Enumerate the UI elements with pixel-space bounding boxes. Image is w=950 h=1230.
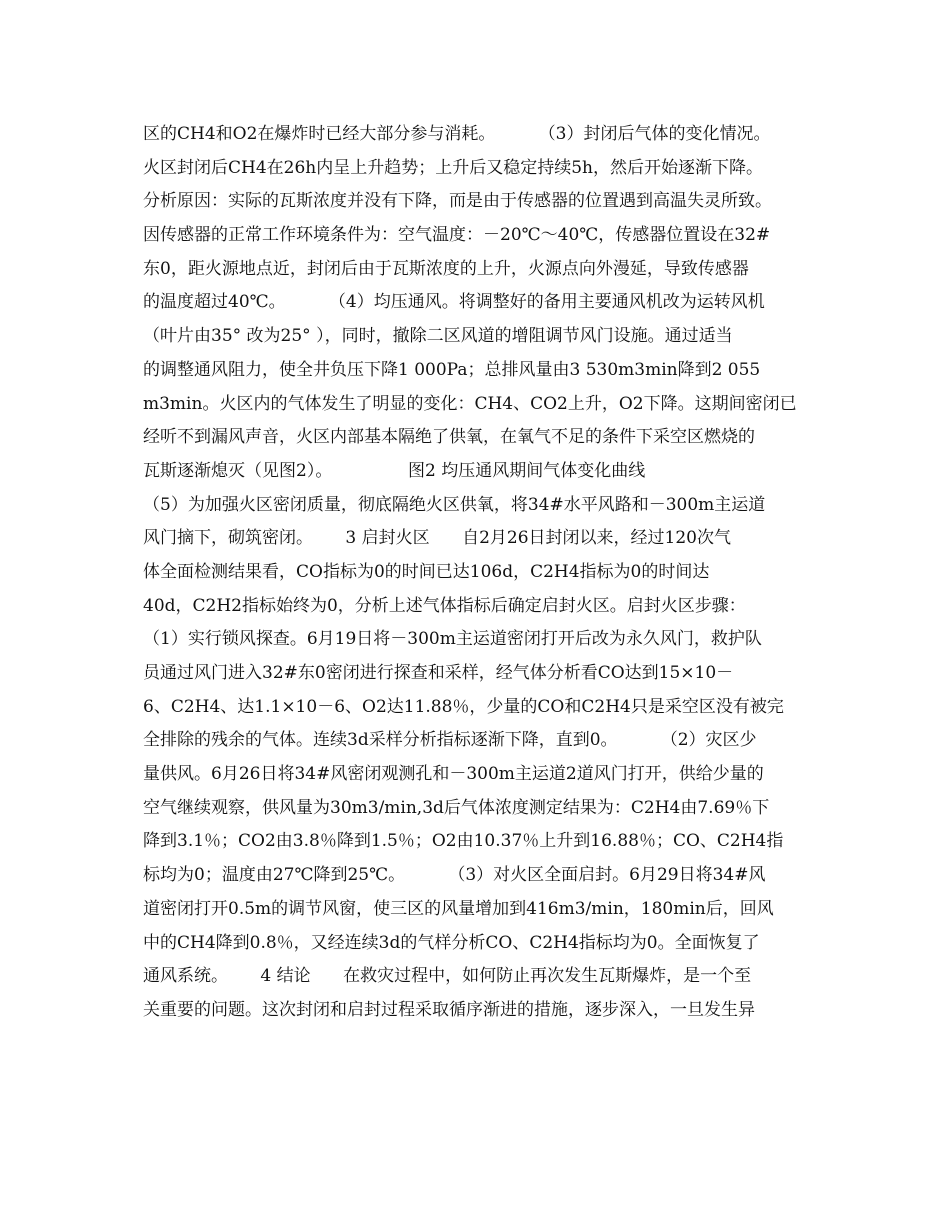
text-line-6: 的温度超过40℃。 （4）均压通风。将调整好的备用主要通风机改为运转风机 bbox=[143, 292, 765, 313]
text-line-17: 员通过风门进入32#东0密闭进行探查和采样，经气体分析看CO达到15×10－ bbox=[143, 663, 734, 683]
text-line-20: 量供风。6月26日将34#风密闭观测孔和－300m主运道2道风门打开，供给少量的 bbox=[143, 764, 764, 785]
text-line-8: 的调整通风阻力，使全井负压下降1 000Pa；总排风量由3 530m3min降到2 055 bbox=[143, 359, 761, 380]
text-line-23: 标均为0；温度由27℃降到25℃。 （3）对火区全面启封。6月29日将34#风 bbox=[143, 865, 766, 886]
text-line-18: 6、C2H4、达1.1×10－6、O2达11.88％，少量的CO和C2H4只是采空区没有被完 bbox=[143, 696, 784, 717]
text-line-19: 全排除的残余的气体。连续3d采样分析指标逐渐下降，直到0。 （2）灾区少 bbox=[143, 730, 757, 751]
text-line-25: 中的CH4降到0.8％，又经连续3d的气样分析CO、C2H4指标均为0。全面恢复了 bbox=[143, 932, 760, 953]
text-line-15: 40d，C2H2指标始终为0，分析上述气体指标后确定启封火区。启封火区步骤： bbox=[143, 595, 746, 616]
text-line-13: 风门摘下，砌筑密闭。 3 启封火区 自2月26日封闭以来，经过120次气 bbox=[143, 528, 731, 549]
text-line-2: 火区封闭后CH4在26h内呈上升趋势；上升后又稳定持续5h，然后开始逐渐下降。 bbox=[143, 157, 763, 178]
text-line-12: （5）为加强火区密闭质量，彻底隔绝火区供氧，将34#水平风路和－300m主运道 bbox=[143, 494, 766, 515]
body-text bbox=[143, 118, 823, 1028]
text-line-26: 通风系统。 4 结论 在救灾过程中，如何防止再次发生瓦斯爆炸，是一个至 bbox=[143, 966, 752, 987]
text-line-24: 道密闭打开0.5m的调节风窗，使三区的风量增加到416m3/min，180min后，回风 bbox=[143, 898, 774, 919]
text-line-27: 关重要的问题。这次封闭和启封过程采取循序渐进的措施，逐步深入，一旦发生异 bbox=[143, 999, 755, 1020]
text-line-14: 体全面检测结果看，CO指标为0的时间已达106d，C2H4指标为0的时间达 bbox=[143, 561, 710, 582]
text-line-11: 瓦斯逐渐熄灭（见图2）。 图2 均压通风期间气体变化曲线 bbox=[143, 460, 646, 481]
text-line-9: m3min。火区内的气体发生了明显的变化：CH4、CO2上升，O2下降。这期间密闭已 bbox=[143, 393, 797, 414]
text-line-10: 经听不到漏风声音，火区内部基本隔绝了供氧，在氧气不足的条件下采空区燃烧的 bbox=[143, 427, 755, 448]
text-line-7: （叶片由35° 改为25° ），同时，撤除二区风道的增阻调节风门设施。通过适当 bbox=[143, 326, 733, 347]
text-line-22: 降到3.1％；CO2由3.8％降到1.5％；O2由10.37％上升到16.88％；CO、C2H4指 bbox=[143, 831, 784, 852]
text-line-3: 分析原因：实际的瓦斯浓度并没有下降，而是由于传感器的位置遇到高温失灵所致。 bbox=[143, 191, 772, 212]
text-line-21: 空气继续观察，供风量为30m3/min,3d后气体浓度测定结果为：C2H4由7.69％下 bbox=[143, 797, 770, 818]
text-line-5: 东0，距火源地点近，封闭后由于瓦斯浓度的上升，火源点向外漫延，导致传感器 bbox=[143, 258, 749, 279]
text-line-1: 区的CH4和O2在爆炸时已经大部分参与消耗。 （3）封闭后气体的变化情况。 bbox=[143, 124, 771, 144]
text-line-16: （1）实行锁风探查。6月19日将－300m主运道密闭打开后改为永久风门，救护队 bbox=[143, 629, 762, 650]
text-line-4: 因传感器的正常工作环境条件为：空气温度：－20℃～40℃，传感器位置设在32# bbox=[143, 225, 771, 246]
